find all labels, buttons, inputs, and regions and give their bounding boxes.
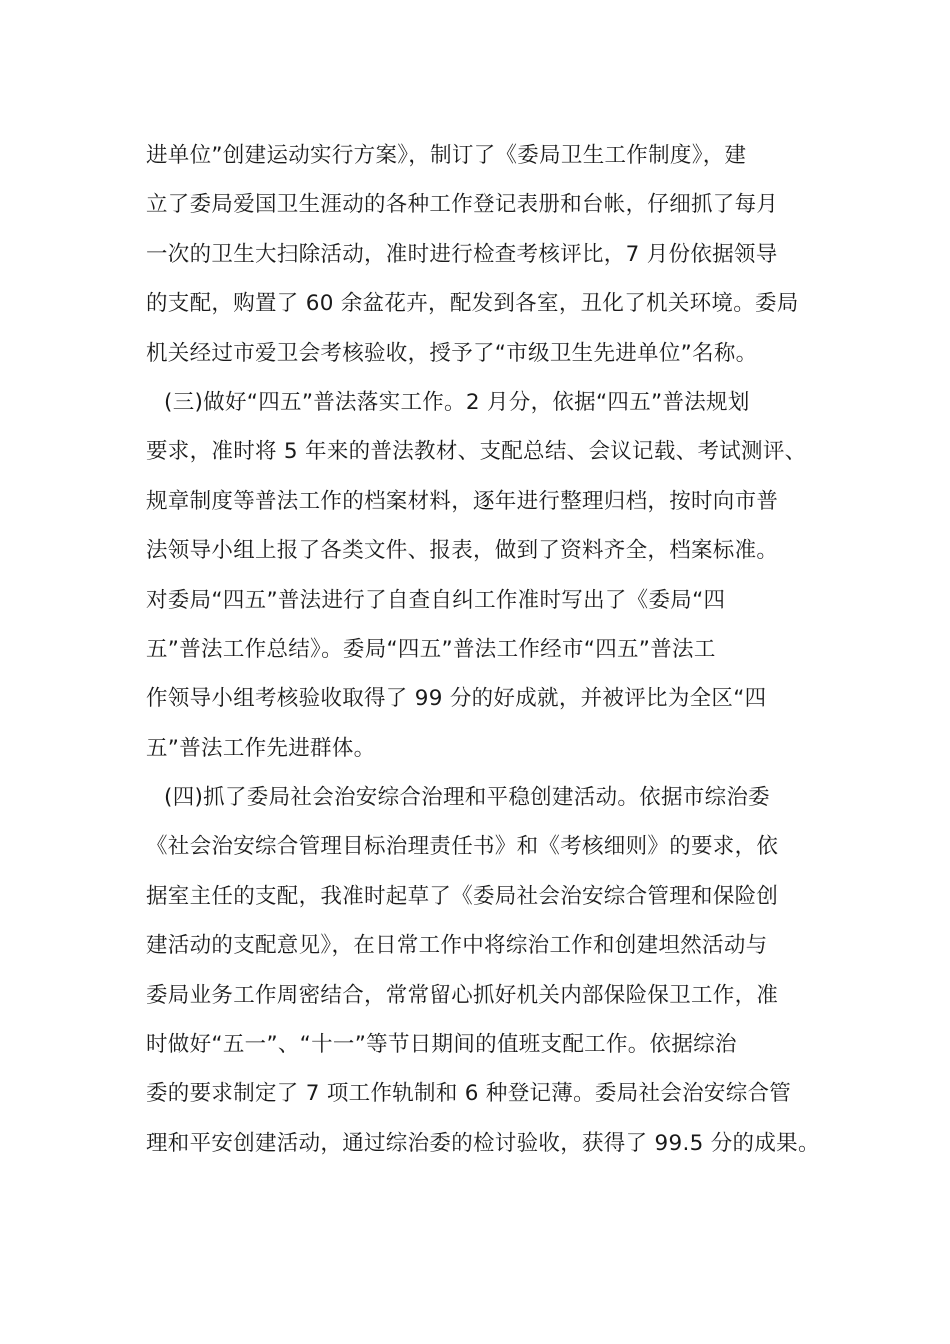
text-line: 机关经过市爱卫会考核验收，授予了“市级卫生先进单位”名称。 xyxy=(146,340,758,366)
text-line: 委局业务工作周密结合，常常留心抓好机关内部保险保卫工作，准 xyxy=(146,982,779,1008)
text-line: 规章制度等普法工作的档案材料，逐年进行整理归档，按时向市普 xyxy=(146,488,779,514)
text-line: 进单位”创建运动实行方案》，制订了《委局卫生工作制度》，建 xyxy=(146,143,747,168)
text-line: 建活动的支配意见》，在日常工作中将综治工作和创建坦然活动与 xyxy=(146,933,768,959)
text-line: 要求，准时将 5 年来的普法教材、支配总结、会议记载、考试测评、 xyxy=(146,439,807,465)
paragraph-heading-line: (三)做好“四五”普法落实工作。2 月分，依据“四五”普法规划 xyxy=(164,389,750,415)
text-line: 立了委局爱国卫生涯动的各种工作登记表册和台帐，仔细抓了每月 xyxy=(146,192,779,218)
text-line: 《社会治安综合管理目标治理责任书》和《考核细则》的要求，依 xyxy=(146,834,779,860)
text-line: 一次的卫生大扫除活动，准时进行检查考核评比，7 月份依据领导 xyxy=(146,241,778,267)
text-line: 的支配，购置了 60 余盆花卉，配发到各室，丑化了机关环境。委局 xyxy=(146,291,799,317)
document-body xyxy=(146,131,826,1168)
text-line: 作领导小组考核验收取得了 99 分的好成就，并被评比为全区“四 xyxy=(146,686,767,712)
text-line: 时做好“五一”、“十一”等节日期间的值班支配工作。依据综治 xyxy=(146,1032,737,1058)
text-line: 对委局“四五”普法进行了自查自纠工作准时写出了《委局“四 xyxy=(146,587,726,613)
paragraph-heading-line: (四)抓了委局社会治安综合治理和平稳创建活动。依据市综治委 xyxy=(164,785,770,811)
text-line: 委的要求制定了 7 项工作轨制和 6 种登记薄。委局社会治安综合管 xyxy=(146,1081,792,1107)
text-line: 法领导小组上报了各类文件、报表，做到了资料齐全，档案标准。 xyxy=(146,538,779,564)
text-line: 据室主任的支配，我准时起草了《委局社会治安综合管理和保险创 xyxy=(146,883,779,909)
text-line: 理和平安创建活动，通过综治委的检讨验收，获得了 99.5 分的成果。 xyxy=(146,1130,820,1156)
text-line: 五”普法工作先进群体。 xyxy=(146,735,376,761)
text-line: 五”普法工作总结》。委局“四五”普法工作经市“四五”普法工 xyxy=(146,636,716,662)
